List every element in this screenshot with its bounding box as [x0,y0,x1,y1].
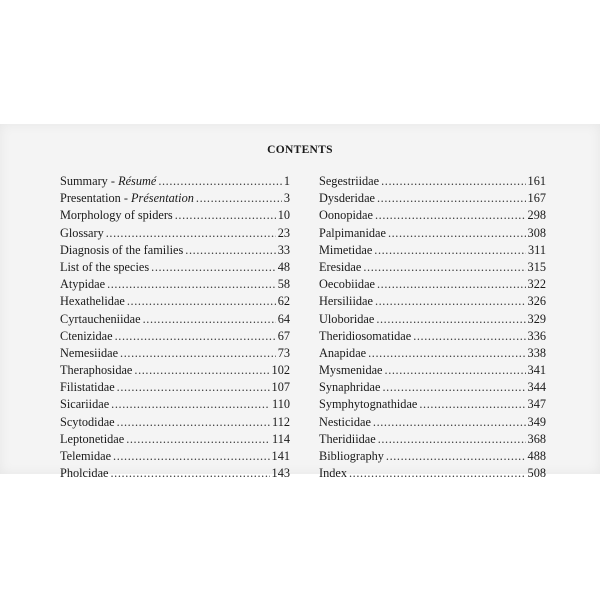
toc-entry-title-text: Uloboridae [319,311,375,326]
toc-entry-title-text: Theridiosomatidae [319,328,412,343]
toc-right-column [319,173,546,482]
dot-leader [196,190,282,207]
toc-entry-page-number: 67 [277,328,290,343]
toc-entry-title-text: Atypidae [60,277,106,292]
toc-entry-page-number: 3 [283,191,290,206]
toc-entry-page-number: 336 [527,328,546,343]
toc-entry-title [319,431,376,448]
toc-entry-title [319,362,383,379]
toc-entry [319,242,546,259]
dot-leader [374,242,526,259]
toc-entry-page-number: 110 [272,397,290,412]
toc-entry-title [60,414,115,431]
toc-entry-title [60,225,104,242]
toc-entry-title [319,190,375,207]
toc-entry-title-italic: Présentation [131,191,194,206]
toc-entry [60,328,290,345]
toc-entry [60,225,290,242]
dot-leader [134,362,269,379]
toc-entry-title [60,362,132,379]
toc-entry-page-number: 308 [527,225,546,240]
toc-entry [60,207,290,224]
toc-entry-page-number: 347 [527,397,546,412]
toc-entry-title-text: Filistatidae [60,380,115,395]
toc-entry-page-number: 341 [527,363,546,378]
toc-entry-page-number: 161 [527,174,546,188]
toc-entry [319,225,546,242]
dot-leader [413,328,525,345]
dot-leader [185,242,275,259]
toc-entry [60,345,290,362]
dot-leader [151,259,276,276]
toc-entry-title [60,207,173,224]
toc-entry [319,465,546,482]
toc-entry-title [319,414,371,431]
toc-entry [60,362,290,379]
toc-entry-title [319,225,386,242]
toc-entry [319,345,546,362]
dot-leader [368,345,525,362]
toc-entry-title [60,448,111,465]
toc-entry [319,276,546,293]
toc-entry-title-text: Symphytognathidae [319,397,418,412]
toc-entry-title [319,259,361,276]
toc-entry-title [319,207,373,224]
toc-entry [319,379,546,396]
toc-entry-page-number: 322 [527,277,546,292]
toc-entry-title [60,328,113,345]
toc-entry-title-text: Leptonetidae [60,431,125,446]
dot-leader [375,207,526,224]
toc-entry [319,448,546,465]
toc-entry [60,431,290,448]
toc-entry-page-number: 107 [271,380,290,395]
dot-leader [143,311,276,328]
toc-entry-title-italic: Résumé [118,174,157,188]
toc-entry-page-number: 311 [528,242,546,257]
toc-entry-title-text: Diagnosis of the families [60,242,184,257]
dot-leader [419,396,525,413]
dot-leader [377,276,526,293]
dot-leader [117,414,270,431]
toc-entry [60,414,290,431]
toc-entry [319,431,546,448]
toc-entry-title-text: Scytodidae [60,414,115,429]
toc-entry-page-number: 48 [277,259,290,274]
dot-leader [126,431,270,448]
toc-entry-page-number: 114 [272,431,290,446]
toc-entry-title-text: Telemidae [60,449,112,463]
dot-leader [385,362,526,379]
toc-entry-title-text: Oecobiidae [319,277,375,292]
toc-entry-title-text: Oonopidae [319,208,373,223]
toc-entry [60,173,290,190]
toc-entry [60,465,290,482]
toc-entry-title-text: Presentation - [60,191,132,206]
toc-entry-title [319,465,347,482]
toc-entry-page-number: 141 [271,449,290,463]
dot-leader [115,328,276,345]
toc-entry-page-number: 58 [277,277,290,292]
toc-entry [60,276,290,293]
toc-entry-title-text: Theridiidae [319,431,376,446]
dot-leader [386,448,526,465]
toc-entry-title-text: Eresidae [319,259,362,274]
toc-entry-title [60,259,149,276]
toc-entry-page-number: 508 [527,466,546,481]
toc-entry-page-number: 298 [527,208,546,223]
toc-entry [319,311,546,328]
toc-entry-page-number: 73 [277,345,290,360]
toc-entry-title [60,190,194,207]
toc-entry-page-number: 344 [527,380,546,395]
toc-entry [319,207,546,224]
toc-entry-title-text: Mysmenidae [319,363,383,378]
dot-leader [349,465,526,482]
dot-leader [106,225,276,242]
toc-entry-title [319,311,374,328]
toc-entry-title [319,396,417,413]
toc-entry-title-text: Nesticidae [319,414,371,429]
dot-leader [376,311,525,328]
dot-leader [373,414,526,431]
toc-entry-title-text: Hexathelidae [60,294,125,309]
toc-entry-title [60,465,109,482]
toc-entry-page-number: 102 [271,363,290,378]
toc-entry-title-text: Anapidae [319,345,367,360]
toc-entry-title-text: Nemesiidae [60,345,119,360]
toc-entry [60,242,290,259]
dot-leader [117,379,270,396]
toc-entry-title [319,448,384,465]
toc-entry-title [60,173,156,190]
toc-entry [319,259,546,276]
toc-entry-title [319,379,380,396]
toc-entry-page-number: 33 [277,242,290,257]
dot-leader [120,345,276,362]
toc-entry [319,362,546,379]
toc-entry [319,396,546,413]
toc-entry-title-text: Glossary [60,225,104,240]
toc-entry-title [60,431,124,448]
toc-entry-title [60,379,115,396]
toc-entry-title [60,396,109,413]
toc-entry-title-text: Sicariidae [60,397,110,412]
dot-leader [381,173,525,190]
toc-entry-title-text: Segestriidae [319,174,380,188]
toc-entry-title-text: Synaphridae [319,380,381,395]
toc-entry-title-text: Mimetidae [319,242,373,257]
toc-entry-title [319,276,375,293]
toc-entry-title [60,242,183,259]
contents-heading: CONTENTS [267,144,333,156]
toc-entry-page-number: 10 [277,208,290,223]
toc-entry-title [319,328,411,345]
toc-entry-page-number: 143 [271,466,290,481]
toc-entry [60,259,290,276]
toc-entry [60,190,290,207]
toc-entry-page-number: 112 [272,414,290,429]
toc-entry-title-text: Index [319,466,347,481]
toc-entry-title-text: Cyrtaucheniidae [60,311,141,326]
toc-entry-page-number: 349 [527,414,546,429]
dot-leader [107,276,276,293]
toc-entry-title-text: Bibliography [319,449,384,463]
dot-leader [111,465,270,482]
toc-entry [60,379,290,396]
toc-entry-title-text: List of the species [60,259,150,274]
dot-leader [175,207,276,224]
toc-entry-page-number: 338 [527,345,546,360]
toc-entry [319,190,546,207]
toc-entry-title [319,345,366,362]
toc-entry-title-text: Theraphosidae [60,363,133,378]
dot-leader [378,431,526,448]
toc-entry-page-number: 167 [527,191,546,206]
toc-entry-title-text: Dysderidae [319,191,375,206]
dot-leader [388,225,526,242]
toc-entry-page-number: 1 [283,174,290,188]
dot-leader [363,259,525,276]
toc-entry-title-text: Summary - [60,174,119,188]
toc-entry-title [60,345,118,362]
toc-entry-title [319,293,373,310]
toc-entry-page-number: 326 [527,294,546,309]
toc-entry-page-number: 315 [527,259,546,274]
toc-entry-title [60,311,141,328]
toc-entry [60,448,290,465]
toc-entry-title-text: Hersiliidae [319,294,373,309]
dot-leader [377,190,526,207]
toc-entry-title-text: Palpimanidae [319,225,386,240]
toc-left-column [60,173,290,482]
toc-entry-title [60,293,125,310]
toc-entry-title-text: Morphology of spiders [60,208,173,223]
dot-leader [127,293,276,310]
toc-entry [319,414,546,431]
toc-entry [60,311,290,328]
dot-leader [158,173,282,190]
toc-entry-title-text: Pholcidae [60,466,109,481]
toc-entry-page-number: 64 [277,311,290,326]
toc-entry [319,293,546,310]
toc-entry-page-number: 62 [277,294,290,309]
toc-entry [319,328,546,345]
toc-entry [60,293,290,310]
toc-entry-page-number: 23 [277,225,290,240]
toc-entry-page-number: 488 [527,449,546,463]
toc-entry-page-number: 329 [527,311,546,326]
toc-entry-title [60,276,105,293]
toc-entry-page-number: 368 [527,431,546,446]
dot-leader [375,293,526,310]
dot-leader [111,396,270,413]
toc-entry-title [319,173,379,190]
toc-entry-title-text: Ctenizidae [60,328,113,343]
toc-entry [60,396,290,413]
dot-leader [113,448,270,465]
toc-entry-title [319,242,372,259]
dot-leader [382,379,525,396]
toc-entry [319,173,546,190]
